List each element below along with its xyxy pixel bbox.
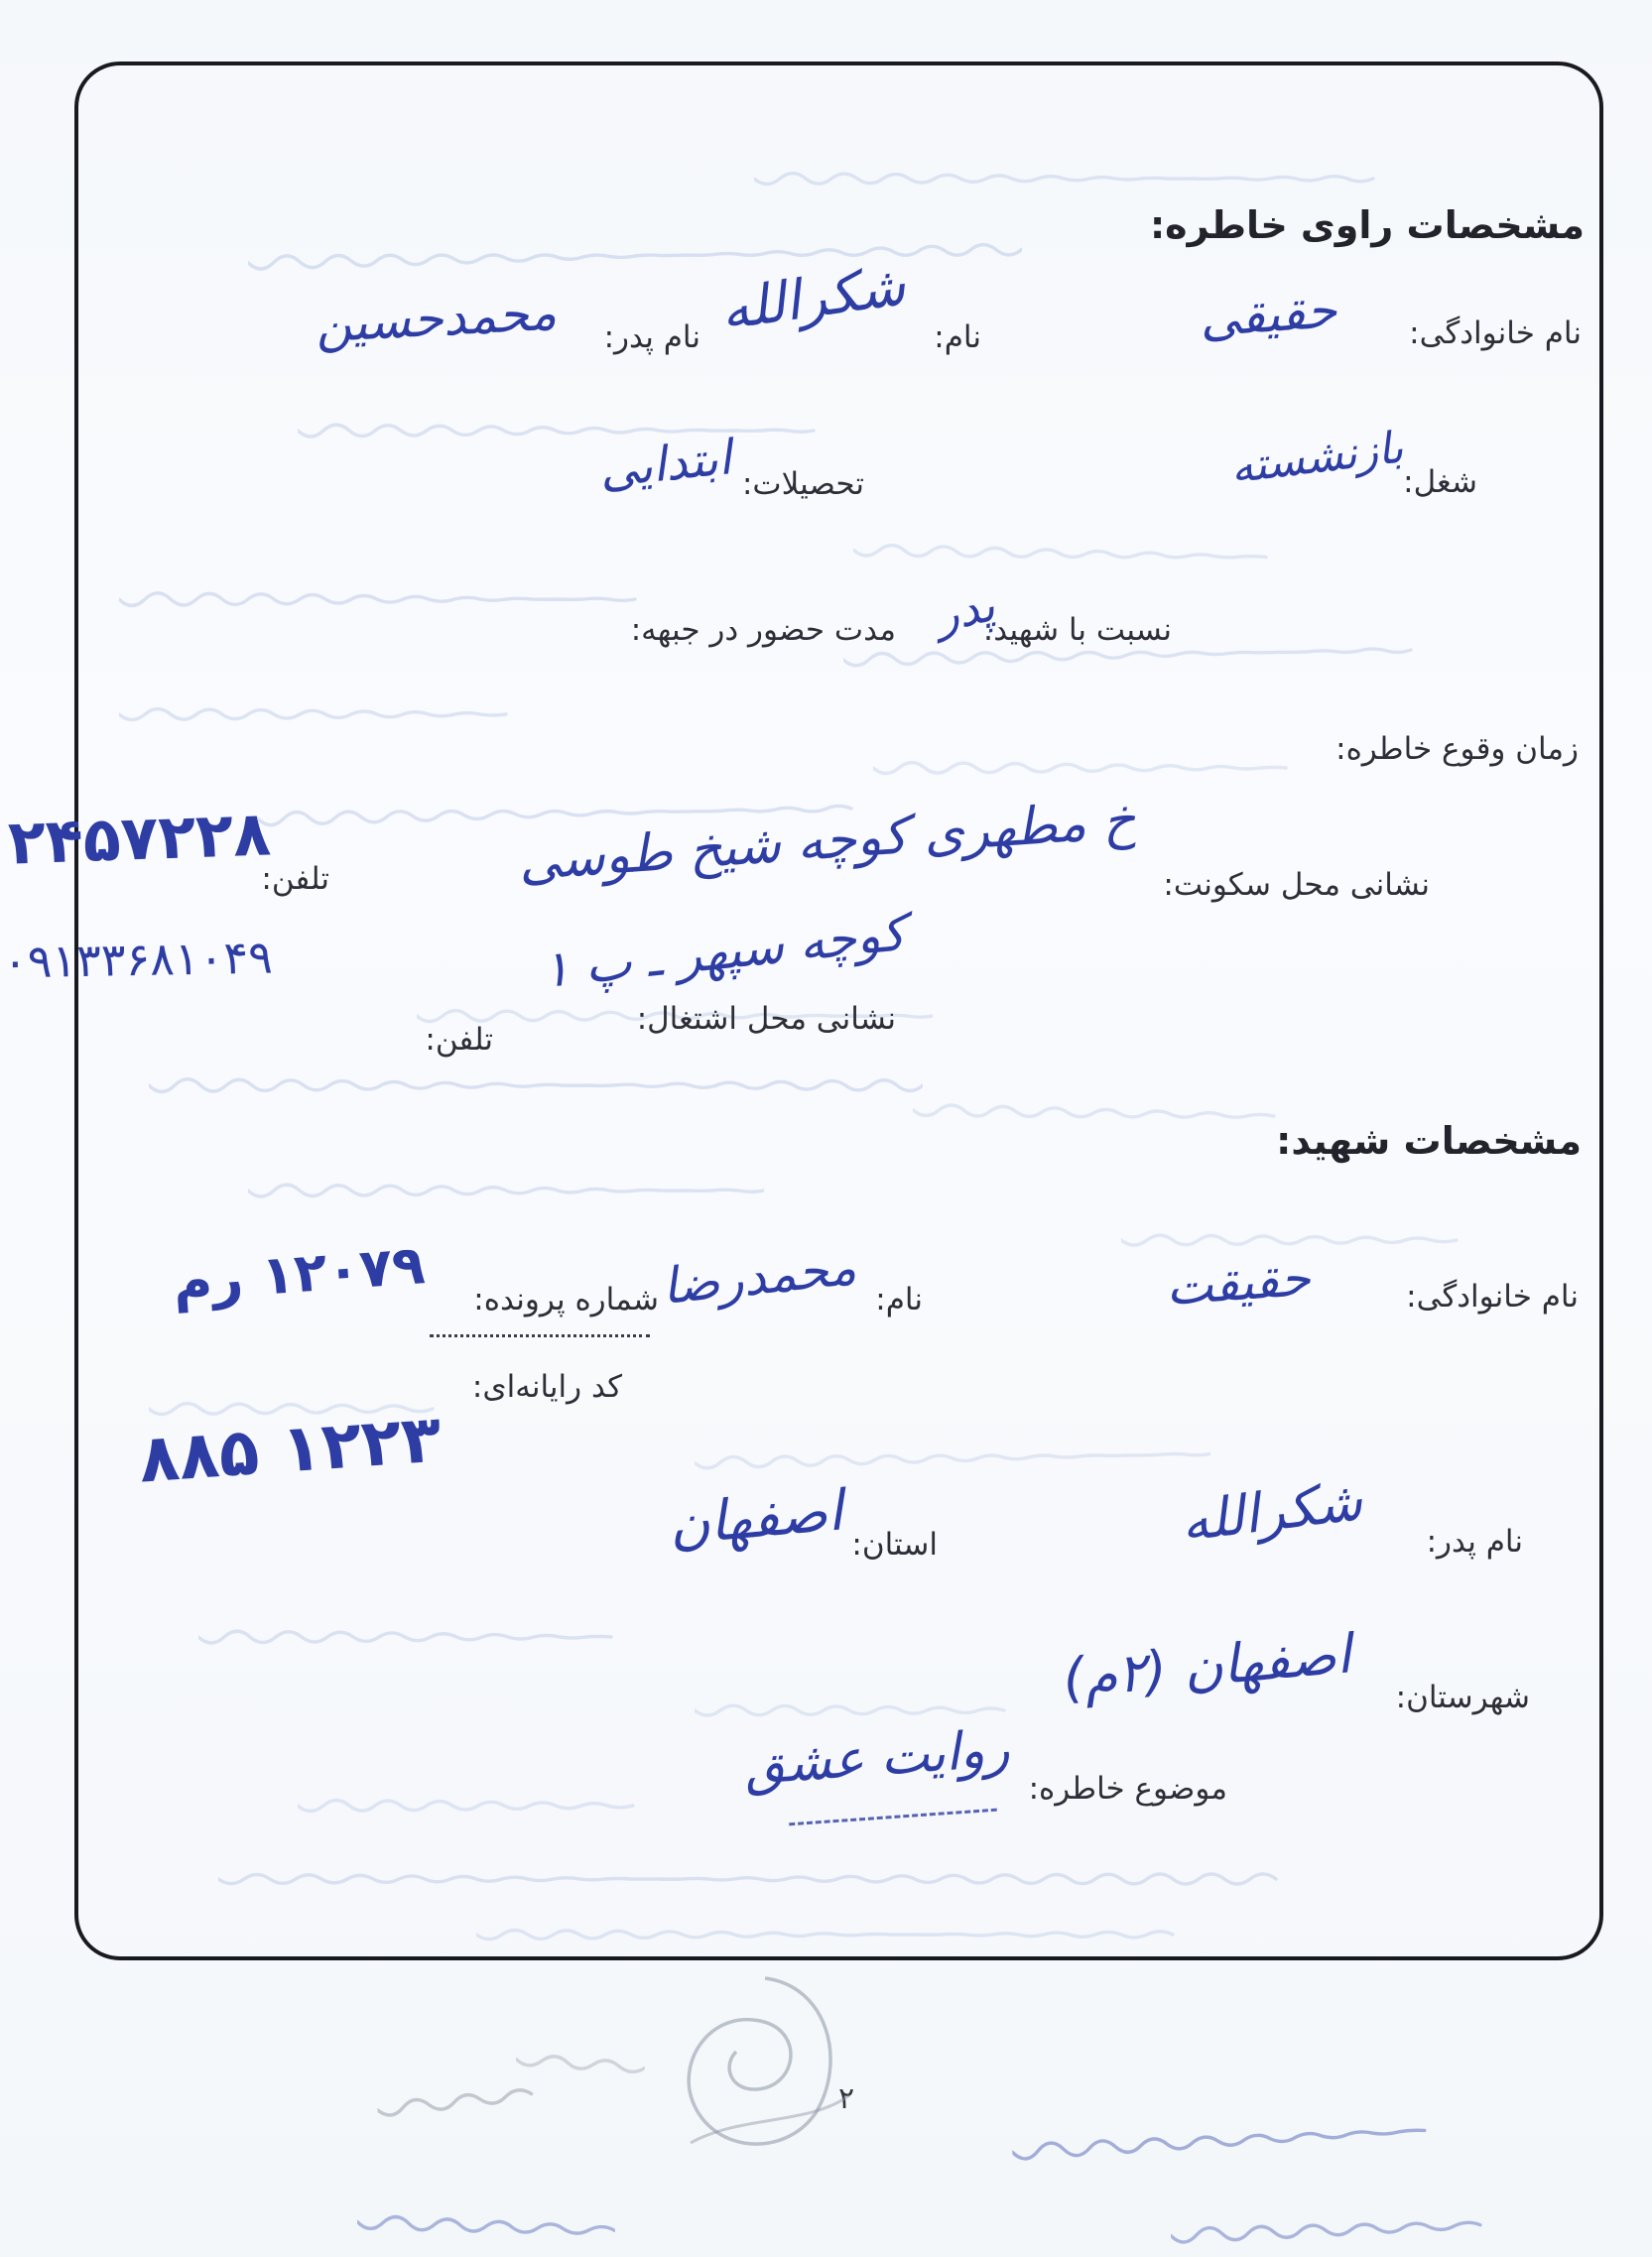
- bleedthrough-scribble: [515, 2038, 647, 2090]
- narrator-home-address-line1: خ مطهری کوچه شیخ طوسی: [516, 790, 1138, 893]
- bleedthrough-scribble: [1011, 2108, 1440, 2174]
- narrator-work-address-label: نشانی محل اشتغال:: [636, 1001, 896, 1037]
- narrator-family-name-value: حقیقی: [1197, 281, 1338, 348]
- pencil-flourish-doodle: [671, 1966, 859, 2165]
- narrator-section-title: مشخصات راوی خاطره:: [1149, 203, 1585, 247]
- martyr-family-name-label: نام خانوادگی:: [1406, 1279, 1579, 1315]
- narrator-father-name-label: نام پدر:: [603, 319, 700, 355]
- martyr-family-name-value: حقیقت: [1164, 1248, 1313, 1317]
- narrator-home-address-line2: کوچه سپهر ـ پ ۱: [539, 903, 909, 1000]
- martyr-father-name-label: نام پدر:: [1426, 1524, 1523, 1560]
- bleedthrough-scribble: [375, 2070, 548, 2132]
- narrator-phone-value: ۲۴۵۷۲۲۸: [6, 797, 273, 879]
- bleedthrough-scribble: [356, 2199, 615, 2252]
- case-number-underline: [430, 1334, 650, 1337]
- narrator-memory-time-label: زمان وقوع خاطره:: [1335, 731, 1579, 767]
- martyr-case-number-label: شماره پرونده:: [473, 1282, 659, 1317]
- narrator-relation-value: پدر: [930, 577, 999, 643]
- narrator-mobile-value: ۰۹۱۳۳۶۸۱۰۴۹: [2, 930, 274, 989]
- martyr-county-value: اصفهان (۲م): [1060, 1622, 1354, 1710]
- narrator-home-address-label: نشانی محل سکونت:: [1163, 867, 1430, 903]
- narrator-father-name-value: محمدحسین: [314, 283, 559, 354]
- narrator-job-value: بازنشسته: [1228, 422, 1407, 494]
- martyr-first-name-value: محمدرضا: [659, 1237, 859, 1317]
- martyr-father-name-value: شکرالله: [1177, 1469, 1366, 1554]
- martyr-computer-code-label: کد رایانه‌ای:: [471, 1369, 622, 1405]
- narrator-job-label: شغل:: [1403, 464, 1477, 500]
- narrator-education-value: ابتدایی: [596, 430, 734, 499]
- narrator-first-name-label: نام:: [934, 319, 981, 355]
- martyr-case-number-value: ۱۲۰۷۹ رم: [170, 1233, 427, 1314]
- martyr-computer-code-value: ۱۲۲۳ ۸۸۵: [136, 1400, 445, 1498]
- martyr-province-label: استان:: [851, 1527, 938, 1563]
- narrator-family-name-label: نام خانوادگی:: [1409, 315, 1582, 351]
- martyr-subject-label: موضوع خاطره:: [1028, 1771, 1227, 1807]
- martyr-section-title: مشخصات شهید:: [1276, 1119, 1582, 1163]
- martyr-province-value: اصفهان: [666, 1478, 845, 1559]
- bleedthrough-scribble: [1170, 2202, 1488, 2257]
- narrator-education-label: تحصیلات:: [741, 466, 864, 502]
- narrator-front-duration-label: مدت حضور در جبهه:: [630, 612, 896, 648]
- narrator-phone-label: تلفن:: [261, 861, 329, 897]
- narrator-relation-label: نسبت با شهید:: [982, 612, 1172, 648]
- martyr-subject-value: روایت عشق: [742, 1718, 1012, 1798]
- martyr-first-name-label: نام:: [875, 1282, 923, 1317]
- narrator-first-name-value: شکرالله: [716, 253, 910, 342]
- martyr-county-label: شهرستان:: [1395, 1680, 1530, 1715]
- page-number: ۲: [838, 2081, 855, 2116]
- narrator-work-phone-label: تلفن:: [425, 1022, 493, 1058]
